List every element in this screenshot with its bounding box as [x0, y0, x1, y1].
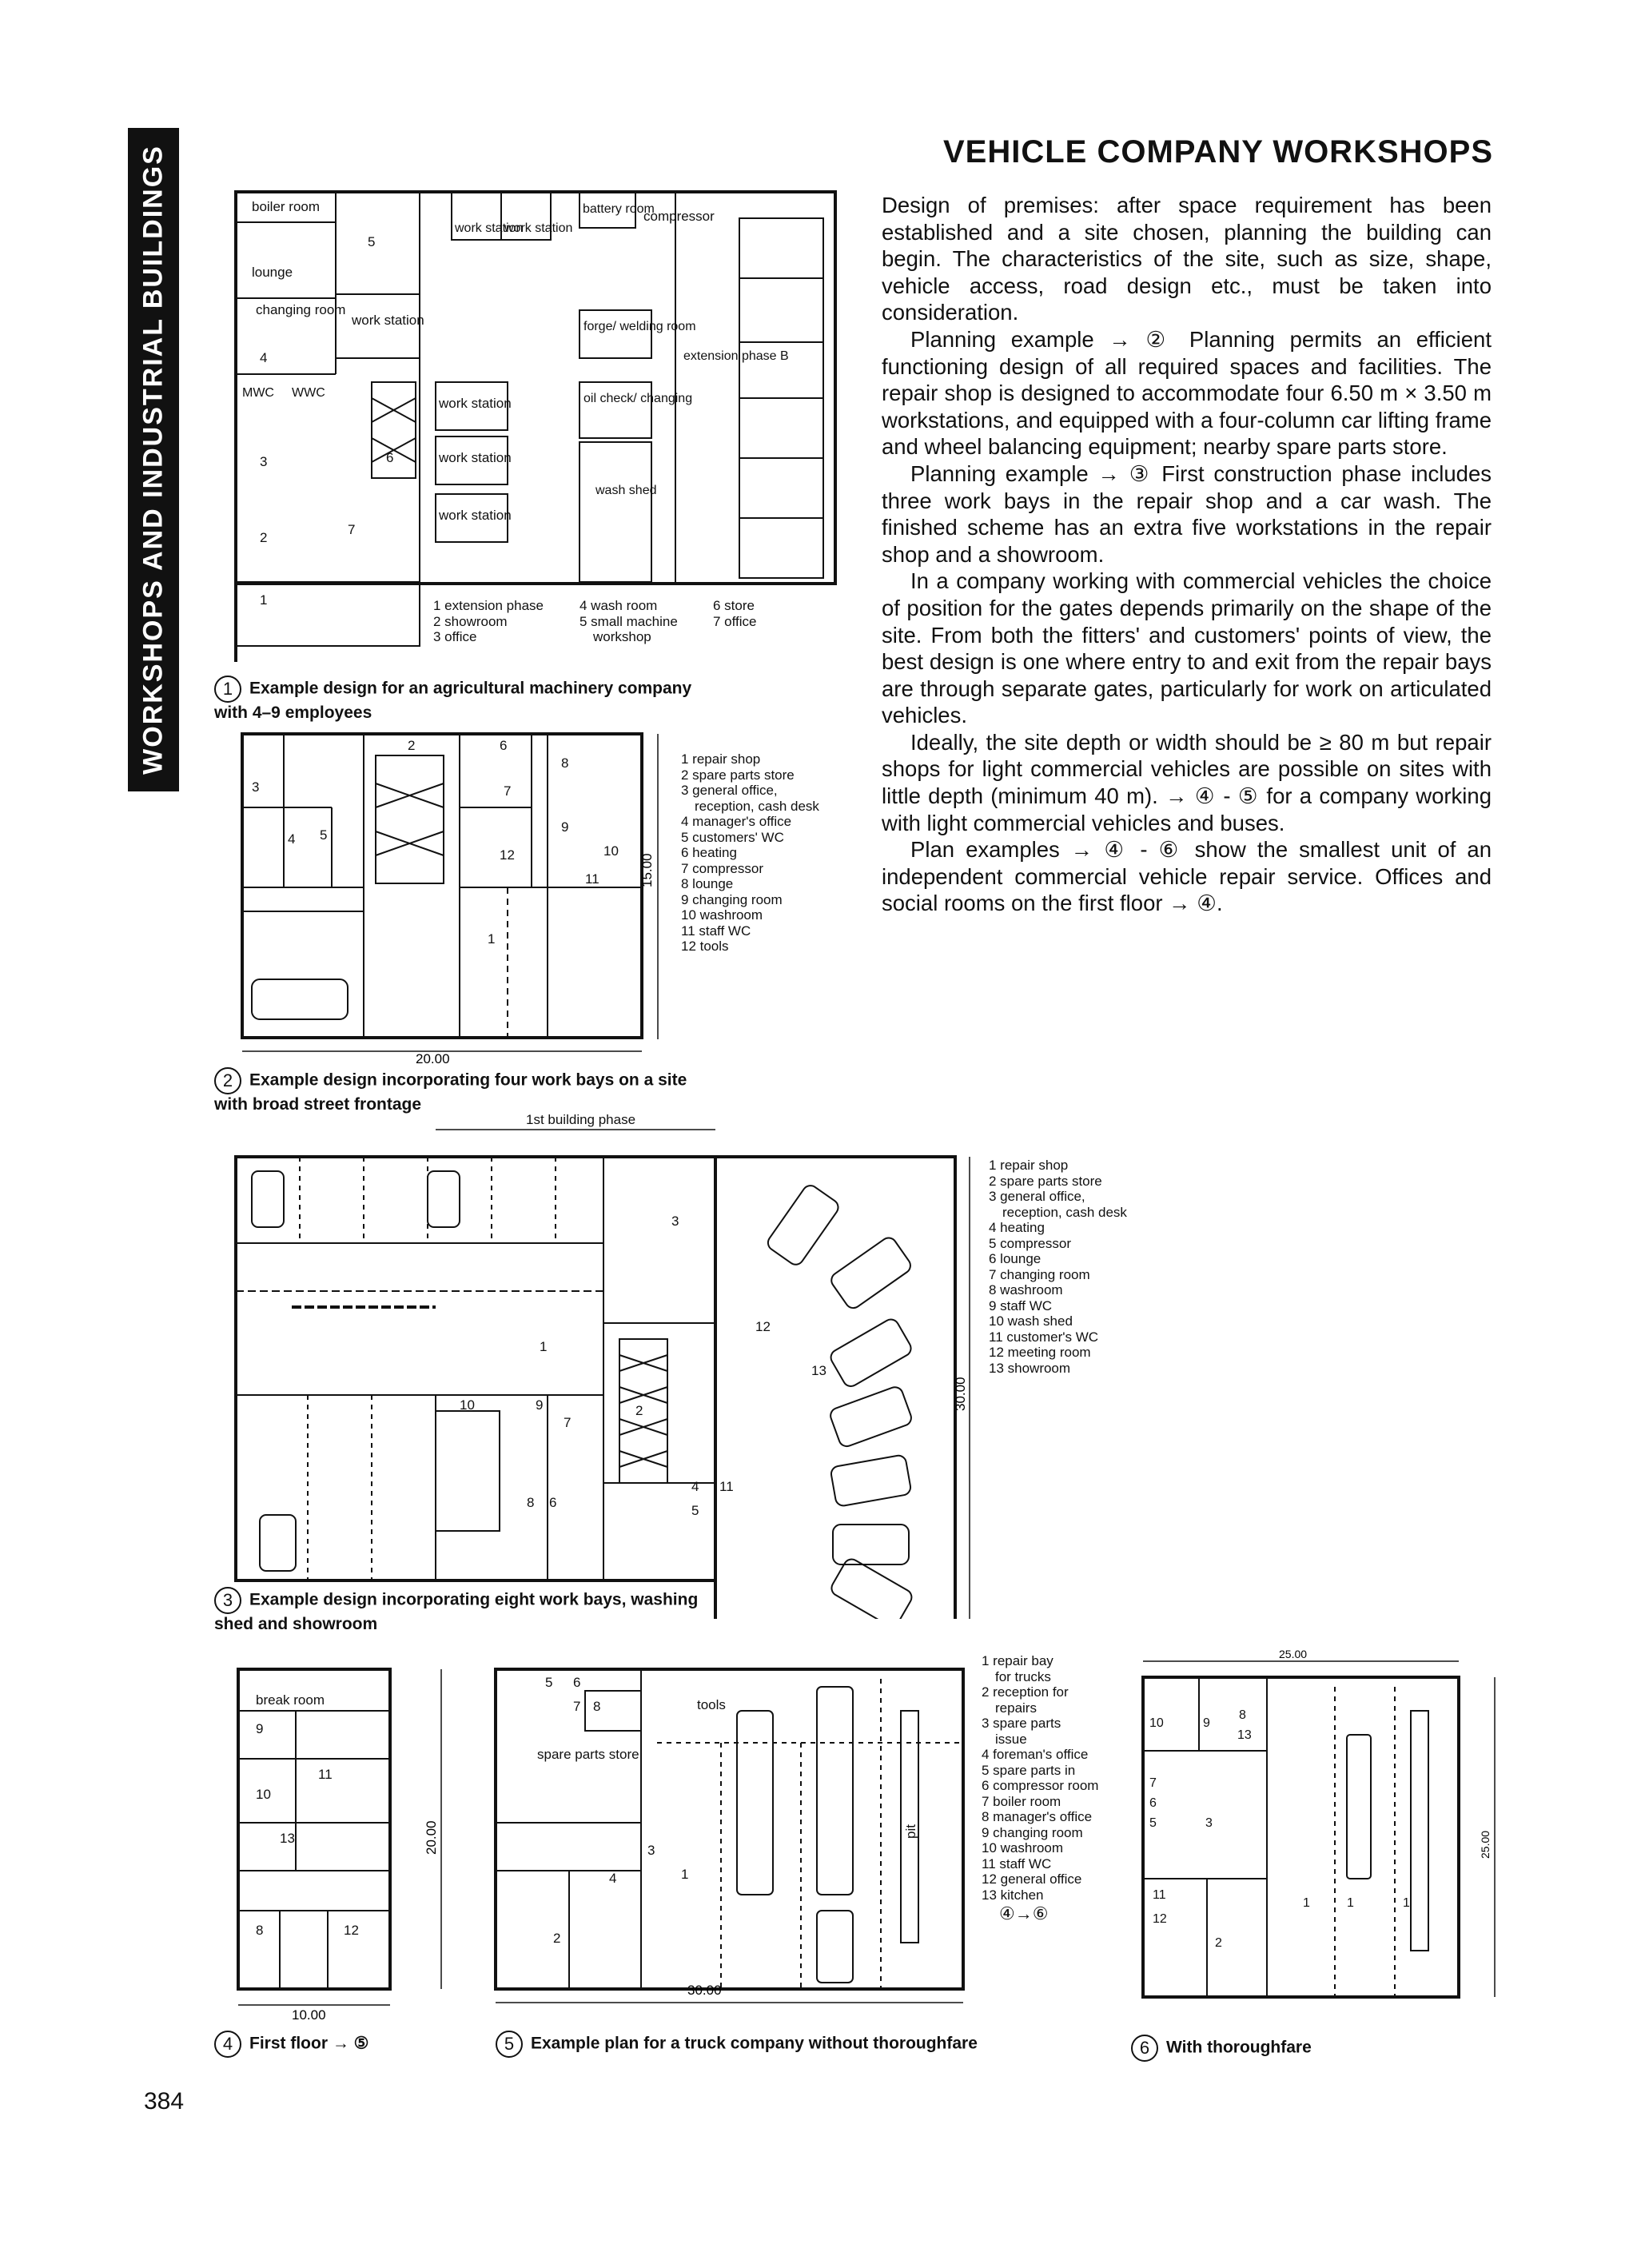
figure-number: 4 [214, 2031, 241, 2058]
room-number: 9 [536, 1397, 544, 1413]
legend-item: 10 washroom [681, 907, 763, 923]
room-number: 1 [1303, 1896, 1310, 1910]
paragraph: Ideally, the site depth or width should be ≥ 80 m but repair shops for light commercial vehicles are possible on sites with little depth (minimum 40 m). → ④ - ⑤ for a company working with light commercial vehicles and buses. [882, 729, 1492, 835]
dim-width: 10.00 [292, 2007, 326, 2023]
legend-item: 6 compressor room [982, 1778, 1099, 1793]
figure-number: 5 [496, 2031, 523, 2058]
dim-depth: 20.00 [424, 1820, 439, 1855]
legend-item: issue [995, 1731, 1027, 1747]
room-number: 4 [288, 831, 296, 847]
room-number: 12 [344, 1923, 359, 1938]
room-number: 9 [256, 1721, 264, 1736]
room-number: 13 [280, 1831, 295, 1846]
legend-item: 3 general office, [681, 783, 778, 798]
legend-item: 7 compressor [681, 860, 763, 876]
room-label: work station [504, 221, 573, 235]
caption-text: First floor → ⑤ [249, 2034, 369, 2053]
room-number: 12 [500, 847, 515, 863]
room-number: 13 [811, 1363, 826, 1378]
room-number: 3 [1205, 1816, 1213, 1830]
room-number: 6 [1149, 1796, 1157, 1810]
legend-item: 12 general office [982, 1871, 1082, 1887]
room-number: 3 [671, 1214, 679, 1229]
figure-number: 2 [214, 1067, 241, 1094]
room-number: 10 [603, 843, 619, 859]
legend-item: 3 spare parts [982, 1716, 1061, 1731]
figure-number: 6 [1131, 2035, 1158, 2062]
dim-width: 25.00 [1279, 1648, 1308, 1660]
room-number: 5 [368, 234, 376, 249]
fig3-caption [214, 1587, 710, 1635]
caption-text: With thoroughfare [1166, 2038, 1312, 2057]
room-number: 12 [1153, 1912, 1167, 1926]
room-number: 1 [540, 1339, 548, 1354]
page-number: 384 [144, 2088, 185, 2115]
room-number: 13 [1237, 1728, 1252, 1742]
figure-number: 1 [214, 676, 241, 703]
room-number: 5 [691, 1503, 699, 1518]
figure-reference: ④→⑥ [999, 1903, 1049, 1923]
room-label: pit [903, 1824, 918, 1839]
legend-item: repairs [995, 1700, 1037, 1716]
room-label: extension phase B [683, 349, 789, 363]
room-number: 10 [460, 1397, 475, 1413]
legend-item: 12 meeting room [989, 1345, 1091, 1360]
room-number: 8 [561, 755, 569, 771]
legend-item: 5 small machine [580, 613, 678, 629]
dim-width: 30.00 [687, 1983, 722, 1998]
fig4-plan [232, 1663, 456, 2023]
room-number: 8 [256, 1923, 264, 1938]
room-number: 2 [635, 1403, 643, 1418]
room-number: 8 [593, 1699, 601, 1714]
legend-item: 11 staff WC [681, 923, 751, 939]
room-number: 1 [260, 592, 268, 608]
legend-item: 2 reception for [982, 1684, 1069, 1700]
legend-item: 2 spare parts store [989, 1173, 1102, 1189]
legend-item: 7 office [713, 613, 757, 629]
room-number: 4 [260, 350, 268, 365]
fig2-caption [214, 1067, 710, 1115]
fig4-caption [214, 2031, 454, 2058]
room-number: 8 [527, 1495, 535, 1510]
paragraph: Planning example → ② Planning permits an efficient functioning design of all required spaces and facilities. The repair shop is designed to accommodate four 6.50 m × 3.50 m workstations, and equipped with a four-column car lifting frame and wheel balancing equipment; nearby spare parts store. [882, 326, 1492, 460]
fig3-phase-label: 1st building phase [526, 1112, 636, 1127]
legend-item: 5 customers' WC [681, 829, 784, 845]
legend-item: reception, cash desk [1002, 1204, 1127, 1220]
legend-item: 11 customer's WC [989, 1329, 1099, 1345]
dim-depth: 25.00 [1479, 1830, 1492, 1859]
legend-item: 6 lounge [989, 1251, 1042, 1266]
fig3-plan [228, 1123, 971, 1619]
legend-item: 1 repair shop [681, 751, 761, 767]
room-label: lounge [252, 265, 293, 280]
room-label: work station [455, 221, 524, 235]
legend-item: 4 wash room [580, 598, 658, 613]
fig1-caption [214, 676, 694, 723]
dim-width: 20.00 [416, 1051, 450, 1063]
room-number: 12 [755, 1319, 771, 1334]
legend-item: 5 compressor [989, 1235, 1071, 1251]
fig5-legend [982, 1653, 1098, 1922]
legend-item: 9 changing room [982, 1824, 1083, 1840]
room-number: 11 [719, 1479, 734, 1494]
legend-item: 3 general office, [989, 1189, 1085, 1204]
room-label: MWC [242, 386, 274, 400]
room-label: compressor [643, 209, 715, 224]
fig5-caption [496, 2031, 1071, 2058]
room-number: 2 [408, 738, 416, 753]
room-label: work station [439, 396, 512, 411]
legend-item: 13 showroom [989, 1360, 1071, 1376]
fig3-legend [989, 1158, 1127, 1376]
room-number: 4 [691, 1479, 699, 1494]
legend-item: workshop [593, 629, 651, 644]
fig2-plan [236, 727, 683, 1063]
fig5-plan [489, 1663, 969, 2015]
room-number: 2 [553, 1931, 561, 1946]
room-label: forge/ welding room [584, 320, 696, 333]
legend-item: 1 repair shop [989, 1158, 1069, 1173]
room-number: 1 [1347, 1896, 1354, 1910]
legend-item: 10 washroom [982, 1840, 1064, 1855]
room-number: 11 [318, 1767, 333, 1782]
room-number: 7 [1149, 1776, 1157, 1790]
room-label: battery room [583, 202, 655, 216]
room-number: 7 [348, 522, 356, 537]
room-label: changing room [256, 302, 346, 317]
room-label: WWC [292, 386, 325, 400]
legend-item: 8 lounge [681, 876, 734, 891]
fig1-plan [228, 182, 851, 662]
legend-item: 7 boiler room [982, 1793, 1061, 1809]
section-sidebar-label: WORKSHOPS AND INDUSTRIAL BUILDINGS [137, 145, 169, 775]
paragraph: Plan examples → ④ - ⑥ show the smallest unit of an independent commercial vehicle repair service. Offices and social rooms on the first floor → ④. [882, 837, 1492, 916]
page-title: VEHICLE COMPANY WORKSHOPS [942, 134, 1493, 169]
room-number: 7 [504, 783, 512, 799]
fig6-caption [1131, 2035, 1371, 2062]
room-number: 2 [260, 530, 268, 545]
figure-number: 3 [214, 1587, 241, 1614]
legend-item: 4 foreman's office [982, 1747, 1089, 1762]
room-label: boiler room [252, 199, 321, 214]
room-number: 3 [647, 1843, 655, 1858]
fig2-legend [681, 751, 819, 955]
room-label: break room [256, 1692, 325, 1708]
caption-text: Example design for an agricultural machinery company with 4–9 employees [214, 679, 692, 722]
legend-item: 12 tools [681, 939, 729, 954]
room-number: 6 [573, 1675, 581, 1690]
paragraph: In a company working with commercial vehicles the choice of position for the gates depends primarily on the shape of the site. From both the fitters' and customers' points of view, the best design is one where entry to and exit from the repair bays are through separate gates, particularly for work on articulated vehicles. [882, 568, 1492, 728]
room-number: 6 [500, 738, 508, 753]
legend-item: 1 repair bay [982, 1653, 1053, 1668]
room-number: 5 [320, 827, 328, 843]
room-label: tools [697, 1697, 726, 1712]
room-number: 7 [564, 1415, 572, 1430]
legend-item: 4 manager's office [681, 814, 792, 829]
fig6-plan [1135, 1647, 1503, 1999]
room-number: 5 [545, 1675, 553, 1690]
room-number: 3 [252, 779, 260, 795]
paragraph: Design of premises: after space requirement has been established and a site chosen, planning the building can begin. The characteristics of the site, such as size, shape, vehicle access, road design etc., must be taken into consideration. [882, 193, 1492, 325]
legend-item: 8 manager's office [982, 1809, 1093, 1824]
legend-item: 7 changing room [989, 1266, 1090, 1282]
legend-item: 9 staff WC [989, 1297, 1053, 1313]
room-label: work station [439, 508, 512, 523]
legend-item: 13 kitchen [982, 1887, 1044, 1903]
room-number: 1 [488, 931, 496, 947]
legend-item: 1 extension phase [433, 598, 544, 613]
room-number: 4 [609, 1871, 617, 1886]
room-number: 10 [256, 1787, 271, 1802]
legend-item: reception, cash desk [695, 798, 819, 814]
room-number: 1 [681, 1867, 689, 1882]
legend-item: 2 showroom [433, 613, 508, 629]
dim-depth: 15.00 [639, 853, 655, 887]
legend-item: 2 spare parts store [681, 767, 795, 783]
caption-text: Example design incorporating four work bays on a site with broad street frontage [214, 1070, 687, 1114]
room-number: 11 [1153, 1888, 1166, 1902]
room-number: 9 [561, 819, 569, 835]
room-number: 2 [1215, 1936, 1222, 1950]
room-number: 11 [585, 871, 599, 887]
legend-item: 10 wash shed [989, 1313, 1073, 1329]
legend-item: 11 staff WC [982, 1855, 1052, 1871]
legend-item: for trucks [995, 1668, 1051, 1684]
room-number: 3 [260, 454, 268, 469]
room-number: 10 [1149, 1716, 1164, 1730]
room-number: 8 [1239, 1708, 1246, 1722]
caption-text: Example design incorporating eight work bays, washing shed and showroom [214, 1590, 699, 1633]
room-label: oil check/ changing [584, 392, 693, 405]
dim-depth: 30.00 [953, 1377, 968, 1411]
legend-item: 9 changing room [681, 891, 783, 907]
paragraph: Planning example → ③ First construction phase includes three work bays in the repair shop and a car wash. The finished scheme has an extra five workstations in the repair shop and a showroom. [882, 460, 1492, 567]
room-number: 6 [549, 1495, 557, 1510]
room-label: spare parts store [537, 1747, 639, 1762]
legend-item: 4 heating [989, 1220, 1045, 1235]
room-number: 1 [1403, 1896, 1410, 1910]
room-number: 9 [1203, 1716, 1210, 1730]
body-text [882, 192, 1492, 917]
room-number: 6 [386, 450, 394, 465]
room-label: wash shed [595, 484, 657, 497]
legend-item: 6 store [713, 598, 755, 613]
legend-item: 6 heating [681, 845, 737, 860]
legend-item: 5 spare parts in [982, 1762, 1076, 1778]
legend-item: 3 office [433, 629, 477, 644]
legend-item: 8 washroom [989, 1282, 1063, 1297]
room-label: work station [439, 450, 512, 465]
caption-text: Example plan for a truck company without thoroughfare [531, 2034, 978, 2053]
room-label: work station [352, 313, 424, 328]
room-number: 7 [573, 1699, 581, 1714]
room-number: 5 [1149, 1816, 1157, 1830]
